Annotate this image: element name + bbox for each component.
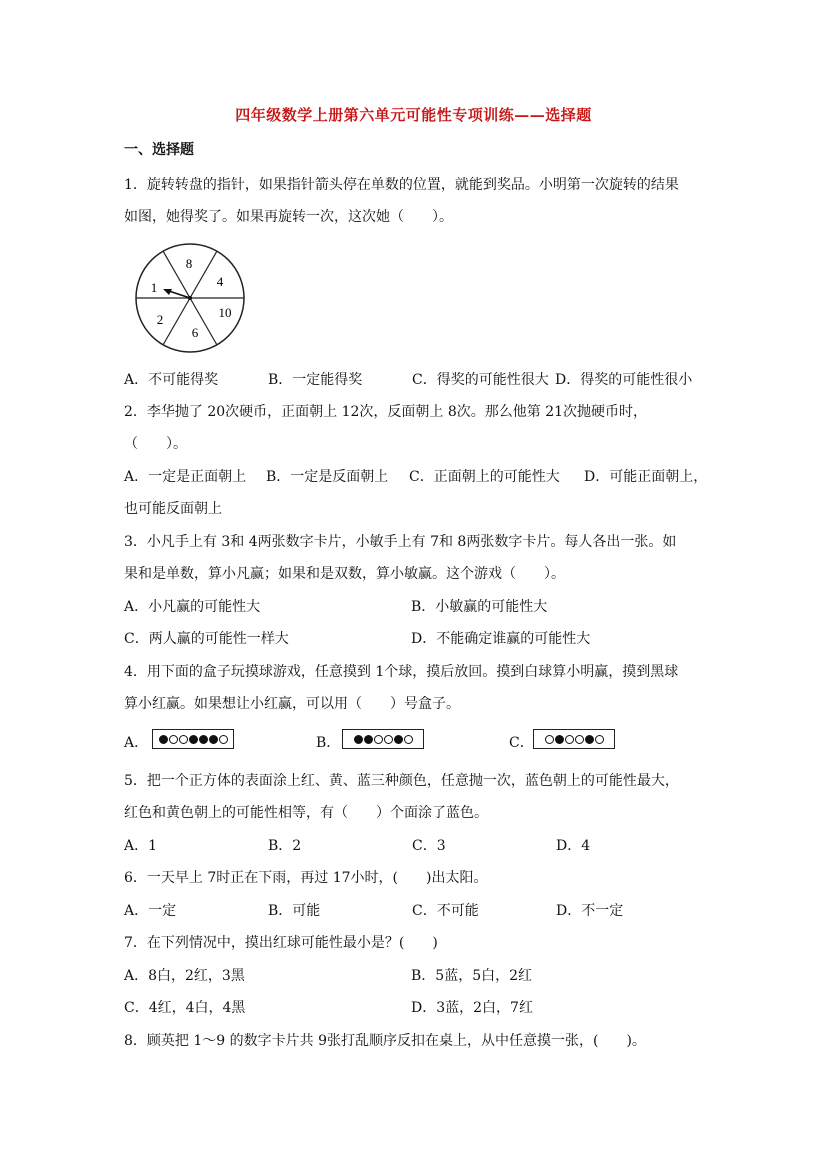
q4-option-c-label[interactable]: C． [509,735,534,751]
black-ball-icon [354,735,363,744]
q1-option-d[interactable]: D．得奖的可能性很小 [555,372,693,388]
black-ball-icon [199,735,208,744]
ball-box-c[interactable] [533,729,615,749]
question-5-line-1: 5．把一个正方体的表面涂上红、黄、蓝三种颜色，任意抛一次，蓝色朝上的可能性最大， [124,773,679,789]
white-ball-icon [595,735,604,744]
q7-option-c[interactable]: C．4红，4白，4黑 [124,1000,246,1016]
white-ball-icon [179,735,188,744]
black-ball-icon [585,735,594,744]
ball-box-b[interactable] [342,729,424,749]
question-3-line-2: 果和是单数，算小凡赢；如果和是双数，算小敏赢。这个游戏（ ）。 [124,566,565,582]
white-ball-icon [545,735,554,744]
white-ball-icon [404,735,413,744]
q6-option-b[interactable]: B．可能 [268,903,321,919]
ball-box-a[interactable] [152,729,234,749]
q6-option-d[interactable]: D．不一定 [556,903,624,919]
q5-option-c[interactable]: C．3 [412,838,446,854]
q5-option-a[interactable]: A．1 [124,838,158,854]
black-ball-icon [159,735,168,744]
q1-option-c[interactable]: C．得奖的可能性很大 [412,372,549,388]
q2-option-c[interactable]: C．正面朝上的可能性大 [409,469,560,485]
question-2-line-2: （ ）。 [124,436,187,452]
q1-option-a[interactable]: A．不可能得奖 [124,372,219,388]
black-ball-icon [364,735,373,744]
wheel-number: 4 [216,274,224,289]
white-ball-icon [384,735,393,744]
q1-option-b[interactable]: B．一定能得奖 [268,372,363,388]
question-7-line-1: 7．在下列情况中，摸出红球可能性最小是？( ) [124,935,438,951]
q3-option-a[interactable]: A．小凡赢的可能性大 [124,599,261,615]
wheel-number: 2 [156,312,164,327]
q2-option-b[interactable]: B．一定是反面朝上 [266,469,389,485]
white-ball-icon [575,735,584,744]
wheel-number: 6 [191,325,199,340]
black-ball-icon [394,735,403,744]
wheel-number: 1 [150,280,158,295]
black-ball-icon [209,735,218,744]
white-ball-icon [565,735,574,744]
question-2-line-1: 2．李华抛了 20次硬币，正面朝上 12次，反面朝上 8次。那么他第 21次抛硬币时， [124,404,648,420]
spinner-wheel [132,240,248,356]
question-5-line-2: 红色和黄色朝上的可能性相等，有（ ）个面涂了蓝色。 [124,805,488,821]
white-ball-icon [219,735,228,744]
q4-option-a-label[interactable]: A． [124,735,149,751]
q7-option-b[interactable]: B．5蓝，5白，2红 [411,968,533,984]
wheel-number: 8 [185,256,193,271]
q3-option-c[interactable]: C．两人赢的可能性一样大 [124,631,289,647]
black-ball-icon [189,735,198,744]
q2-option-a[interactable]: A．一定是正面朝上 [124,469,247,485]
q4-option-b-label[interactable]: B． [316,735,341,751]
q3-option-d[interactable]: D．不能确定谁赢的可能性大 [411,631,591,647]
spinner-center [188,296,192,300]
question-3-line-1: 3．小凡手上有 3和 4两张数字卡片，小敏手上有 7和 8两张数字卡片。每人各出一张。如 [124,534,677,550]
question-8-line-1: 8．顾英把 1～9 的数字卡片共 9张打乱顺序反扣在桌上，从中任意摸一张，( )。 [124,1033,646,1049]
question-6-line-1: 6．一天早上 7时正在下雨，再过 17小时，( )出太阳。 [124,870,488,886]
wheel-number: 10 [218,305,232,320]
question-1-line-1: 1．旋转转盘的指针，如果指针箭头停在单数的位置，就能到奖品。小明第一次旋转的结果 [124,177,679,193]
q6-option-c[interactable]: C．不可能 [412,903,479,919]
q2-option-d[interactable]: D．可能正面朝上， [584,469,708,485]
white-ball-icon [374,735,383,744]
page-title: 四年级数学上册第六单元可能性专项训练——选择题 [235,106,592,124]
q2-option-d-continued: 也可能反面朝上 [124,501,222,517]
question-4-line-2: 算小红赢。如果想让小红赢，可以用（ ）号盒子。 [124,696,460,712]
q3-option-b[interactable]: B．小敏赢的可能性大 [411,599,548,615]
q5-option-d[interactable]: D．4 [556,838,591,854]
question-4-line-1: 4．用下面的盒子玩摸球游戏，任意摸到 1个球，摸后放回。摸到白球算小明赢，摸到黑球 [124,664,679,680]
q7-option-a[interactable]: A．8白，2红，3黑 [124,968,245,984]
section-heading: 一、选择题 [124,142,194,158]
question-1-line-2: 如图，她得奖了。如果再旋转一次，这次她（ ）。 [124,209,453,225]
q7-option-d[interactable]: D．3蓝，2白，7红 [411,1000,533,1016]
black-ball-icon [555,735,564,744]
q5-option-b[interactable]: B．2 [268,838,302,854]
q6-option-a[interactable]: A．一定 [124,903,177,919]
white-ball-icon [169,735,178,744]
